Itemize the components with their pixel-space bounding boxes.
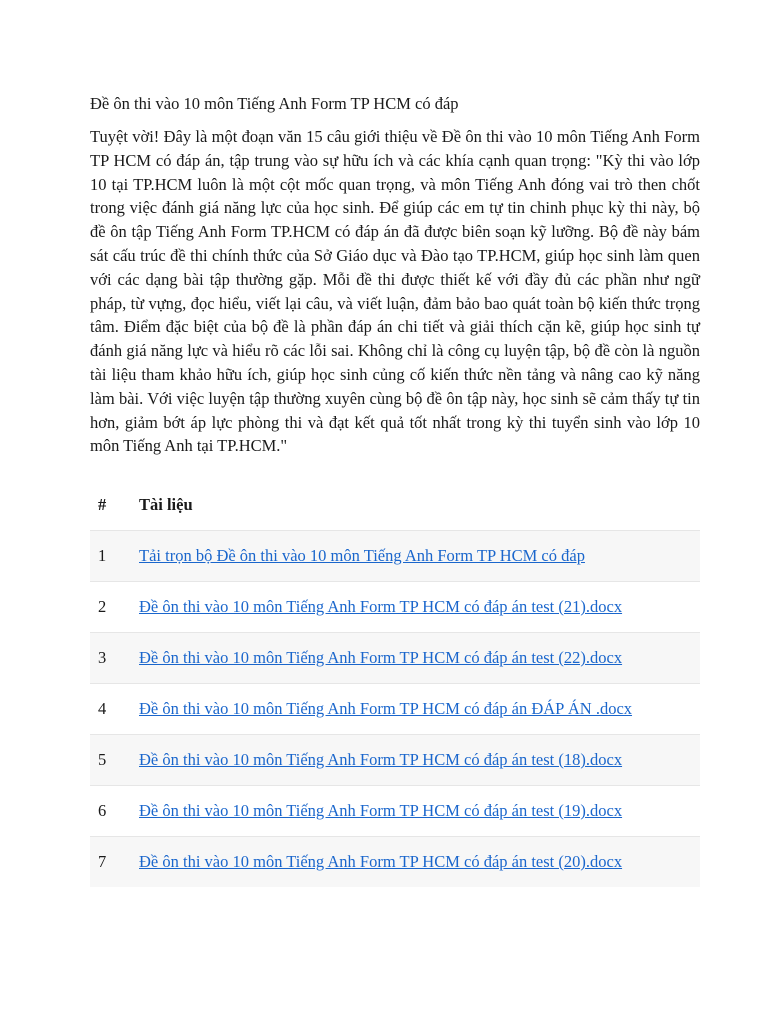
table-row	[90, 837, 700, 888]
column-header-number: #	[98, 495, 107, 515]
row-number: 5	[90, 735, 139, 786]
table-row	[90, 684, 700, 735]
row-number: 3	[90, 633, 139, 684]
table-row	[90, 582, 700, 633]
table-row	[90, 786, 700, 837]
row-document-cell	[139, 684, 700, 735]
document-link[interactable]: Đề ôn thi vào 10 môn Tiếng Anh Form TP HCM có đáp án ĐÁP ÁN .docx	[139, 699, 633, 719]
row-document-cell	[139, 735, 700, 786]
row-number: 7	[90, 837, 139, 888]
row-number: 1	[90, 531, 139, 582]
column-header-document: Tài liệu	[139, 495, 193, 515]
table-row	[90, 735, 700, 786]
document-link[interactable]: Đề ôn thi vào 10 môn Tiếng Anh Form TP HCM có đáp án test (22).docx	[139, 648, 623, 668]
document-link[interactable]: Tải trọn bộ Đề ôn thi vào 10 môn Tiếng Anh Form TP HCM có đáp	[139, 546, 585, 566]
row-document-cell	[139, 582, 700, 633]
documents-table	[90, 480, 700, 887]
table-row	[90, 531, 700, 582]
document-page	[90, 92, 700, 887]
table-row	[90, 633, 700, 684]
document-link[interactable]: Đề ôn thi vào 10 môn Tiếng Anh Form TP HCM có đáp án test (20).docx	[139, 852, 623, 872]
row-document-cell	[139, 837, 700, 888]
row-document-cell	[139, 786, 700, 837]
document-body-paragraph: Tuyệt vời! Đây là một đoạn văn 15 câu giới thiệu về Đề ôn thi vào 10 môn Tiếng Anh Form TP HCM có đáp án, tập trung vào sự hữu ích và các khía cạnh quan trọng: "Kỳ thi vào lớp 10 tại TP.HCM luôn là một cột mốc quan trọng, và môn Tiếng Anh đóng vai trò then chốt trong việc đánh giá năng lực của học sinh. Để giúp các em tự tin chinh phục kỳ thi này, bộ đề ôn tập Tiếng Anh Form TP.HCM có đáp án đã được biên soạn kỹ lưỡng. Bộ đề này bám sát cấu trúc đề thi chính thức của Sở Giáo dục và Đào tạo TP.HCM, giúp học sinh làm quen với các dạng bài tập thường gặp. Mỗi đề thi được thiết kế với đầy đủ các phần như ngữ pháp, từ vựng, đọc hiểu, viết lại câu, và viết luận, đảm bảo bao quát toàn bộ kiến thức trọng tâm. Điểm đặc biệt của bộ đề là phần đáp án chi tiết và giải thích cặn kẽ, giúp học sinh tự đánh giá năng lực và hiểu rõ các lỗi sai. Không chỉ là công cụ luyện tập, bộ đề còn là nguồn tài liệu tham khảo hữu ích, giúp học sinh củng cố kiến thức nền tảng và nâng cao kỹ năng làm bài. Với việc luyện tập thường xuyên cùng bộ đề ôn tập này, học sinh sẽ cảm thấy tự tin hơn, giảm bớt áp lực phòng thi và đạt kết quả tốt nhất trong kỳ thi tuyển sinh vào lớp 10 môn Tiếng Anh tại TP.HCM."	[90, 127, 700, 456]
document-link[interactable]: Đề ôn thi vào 10 môn Tiếng Anh Form TP HCM có đáp án test (18).docx	[139, 750, 623, 770]
row-number: 2	[90, 582, 139, 633]
row-document-cell	[139, 531, 700, 582]
document-title: Đề ôn thi vào 10 môn Tiếng Anh Form TP HCM có đáp	[90, 94, 459, 113]
row-number: 6	[90, 786, 139, 837]
document-link[interactable]: Đề ôn thi vào 10 môn Tiếng Anh Form TP HCM có đáp án test (21).docx	[139, 597, 623, 617]
document-link[interactable]: Đề ôn thi vào 10 môn Tiếng Anh Form TP HCM có đáp án test (19).docx	[139, 801, 623, 821]
row-document-cell	[139, 633, 700, 684]
row-number: 4	[90, 684, 139, 735]
table-header-row	[90, 480, 700, 531]
